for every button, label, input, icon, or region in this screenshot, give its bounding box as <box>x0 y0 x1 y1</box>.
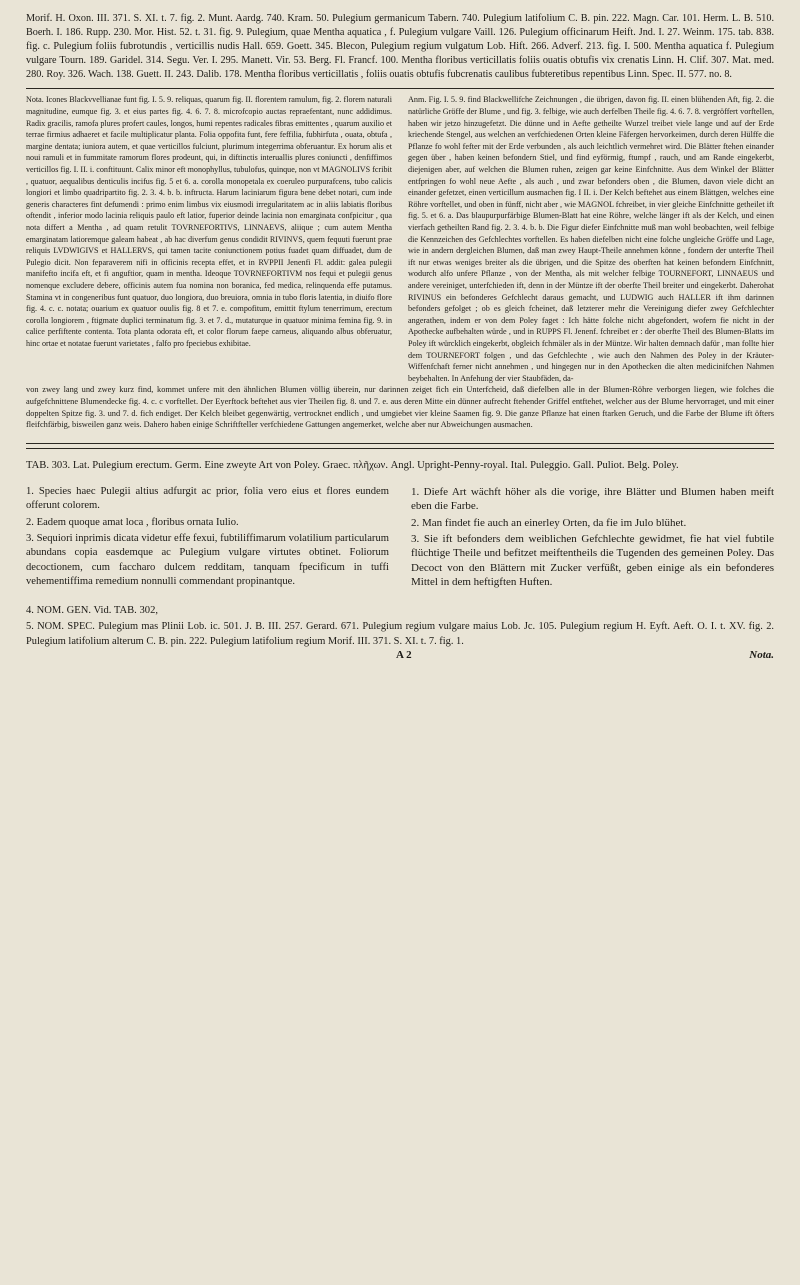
nom-spec-paragraph: 5. NOM. SPEC. Pulegium mas Plinii Lob. ic. 501. J. B. III. 257. Gerard. 671. Pulegium regium vulgare maius Lob. Jc. 105. Pulegium regium H. Eyft. Aeft. O. I. t. XV. fig. 2. Pulegium latifolium alterum C. B. pin. 222. Pulegium latifolium regium Morif. III. 371. S. XI. t. 7. fig. 1. <box>26 621 774 647</box>
section-rule <box>26 88 774 89</box>
nom-gen-line: 4. NOM. GEN. Vid. TAB. 302, <box>26 605 159 617</box>
german-entry-2: 2. Man findet fie auch an einerley Orten, da fie im Julo blühet. <box>411 516 687 529</box>
notes-columns <box>26 94 774 384</box>
latin-entry-2: 2. Eadem quoque amat loca , floribus ornata Iulio. <box>26 516 239 528</box>
nota-latin-column: Nota. Icones Blackvvellianae funt fig. I. 5. 9. reliquas, quarum fig. II. florentem ramulum, fig. 2. florem naturali magnitudine, eumque fig. 3. et eius partes fig. 4. 6. 7. 8. microfcopio auctas repraefentant, nunc addidimus. Radix gracilis, ramofa plures profert caules, longos, humi repentes radicales fibras emittentes , quarum auxilio et terrae firmius adhaeret et facile multiplicatur planta. Folia oppofita funt, fere feffilia, fubhirfuta , ouata, obtufa , margine dentata; iuniora autem, et quae verticillos fulciunt, plurimum integerrima obferuantur. Ex horum alis et noui ramuli et in fummitate ramorum flores prodeunt, qui, in diftinctis interuallis plures coniuncti , denfiffimos verticillos fig. I. II. i. conftituunt. Calix minor eft monophyllus, tubulofus, quinque, non vt MAGNOLIVS fcribit , quatuor, aequalibus denticulis incifus fig. 5 et 6. a. corolla monopetala ex coeruleo purpurafcens, tubo calicis longiori et limbo quadripartito fig. 2. 3. 4. b. b. inftructa. Harum laciniarum figura bene debet notari, cum inde generis characteres fint defumendi : primo enim limbus vix eiusmodi irregularitatem ac in aliis labiatis floribus oftendit , inferior modo lacinia reliquis paulo eft latior, fuperior deinde lacinia non emarginata confpicitur , qua nota differt a Mentha , ad quam retulit TOVRNEFORTIVS, LINNAEVS, aliique ; cum autem Mentha emarginatam latioremque galeam habeat , ab hac diverfum genus condidit RIVINVS, quem fequuti fuerunt prae reliquis LVDWIGIVS et HALLERVS, qui tamen tacite coniunctionem potius fuadet quam diffuadet, dum de Pulegio dicit. Non feparaverem nifi in officinis recepta effet, et in RVPPII Jenenfi Fl. addit: galea pulegii manifefto incifa eft, et fi anguftior, quam in mentha. Ideoque TOVRNEFORTIVM nos fequi et pulegii genus nomenque excludere debere, officinis autem fua nomina non boranica, fed medica, relinquenda effe putamus. Stamina vt in congeneribus funt quatuor, duo longiora, duo breuiora, omnia in tubo floris latentia, in diuifo flore fig. 4. c. c. notata; ouarium ex quatuor ouulis fig. 8 et 7. e. compofitum, emittit ftylum tenerrimum, erectum corolla longiorem , ftigmate duplici terminatum fig. 3. et 7. d., mutaturque in quatuor minima femina fig. 9. in calice perfiftente contenta. Tota planta odorata eft, et color florum faepe carneus, aliquando albus obferuatur, hinc ortae et notatae fuerunt varietates , falfo pro fpeciebus exhibitae. <box>26 95 392 348</box>
german-entry-3: 3. Sie ift befonders dem weiblichen Gefchlechte gewidmet, fie hat viel fubtile flüchtige Theile und befitzet meiftentheils die Tugenden des gemeinen Poley. Das Decoct von den Blättern mit Zucker verfüßt, geben einige als ein befonderes Mittel in dem heftigften Huften. <box>411 533 774 588</box>
signature-mark: A 2 <box>396 649 412 662</box>
synonym-paragraph: Morif. H. Oxon. III. 371. S. XI. t. 7. fig. 2. Munt. Aardg. 740. Kram. 50. Pulegium germanicum Tabern. 740. Pulegium latifolium C. B. pin. 222. Magn. Car. 101. Herm. L. B. 510. Boerh. I. 186. Rupp. 230. Mor. Hist. 52. t. 31. fig. 9. Pulegium, quae Mentha aquatica , f. Pulegium vulgare Vaill. 126. Pulegium officinarum Heift. Jnd. I. 27. Weinm. 175. tab. 838. fig. c. Pulegium foliis fubrotundis , verticillis nudis Hall. 659. Goett. 345. Blecon, Pulegium regium vulgatum Lob. Hift. 266. Adverf. 213. fig. I. 500. Mentha aquatica f. Pulegium vulgare Tourn. 189. Garidel. 314. Segu. Ver. I. 295. Manett. Vir. 53. Berg. Fl. Francf. 100. Mentha floribus verticillatis foliis ouatis obtufis vix crenatis Linn. H. Clif. 307. Mat. med. 280. Roy. 326. Wach. 138. Guett. II. 243. Dalib. 178. Mentha floribus verticillatis , foliis ouatis obtufis fubcrenatis caulibus fubteretibus repentibus Linn. Spec. II. 577. no. 8. <box>26 13 774 81</box>
entries-block <box>26 485 774 591</box>
anm-german-column: Anm. Fig. I. 5. 9. find Blackwellifche Zeichnungen , die übrigen, davon fig. II. einen blühenden Aft, fig. 2. die natürliche Gröffe der Blume , und fig. 3. felbige, wie auch derfelben Theile fig. 4. 6. 7. 8. vergröffert vorftellen, haben wir jetzo hinzugefetzt. Die dünne und in Aefte getheilte Wurzel treibet viele lange und auf der Erde kriechende Stengel, aus welchen an verfchiedenen Orten kleine Fäfergen hervorkeimen, durch deren Hülffe die Pflanze fo wohl fefter mit der Erde verbunden , als auch leichtlich vermehret wird. Die Blätter ftehen einander gegen über , haben keinen befondern Stiel, und find eyförmig, ftumpf , rauch, und am Rande eingekerbt, diejenigen aber, auf welchen die Blumen ruhen, zeigen gar keine Einfchnitte. Aus dem Winkel der Blätter entfpringen fo wohl neue Aefte , als auch , und zwar befonders oben , die Blumen, davon viele dicht an einander gefetzet, einen verticillum ausmachen fig. I II. i. Der Kelch beftehet aus einem Blättgen, welches eine Röhre vorftellet, und oben in fünff, nicht aber , wie MAGNOL fchreibet, in vier gleiche Einfchnitte getheilet ift fig. 5. et 6. a. Das blaupurpurfärbige Blumen-Blatt hat eine Röhre, welche länger ift als der Kelch, und einen vierfach getheilten Rand fig. 2. 3. 4. b. b. Die Figur diefer Einfchnitte muß man wohl beobachten, weil felbige die Kennzeichen des Gefchlechtes vorftellen. Es haben diefelben nicht eine folche ungleiche Gröffe und Lage, wie in andern dergleichen Blumen, daß man zwey Haupt-Theile annehmen könne , fondern der unterfte Theil ift nur etwas weniges breiter als die übrigen, und die Spitze des oberften hat keinen befondern Einfchnitt, wodurch alfo unfere Pflanze , von der Mentha, als mit welcher felbige TOURNEFORT, LINNAEUS und andere vereiniget, unterfchieden ift, denn in der Müntze ift der oberfte Theil breiter und eingekerbt. Daherohat RIVINUS ein befonderes Gefchlecht daraus gemacht, und LUDWIG auch HALLER ift ihm darinnen befonders gefolget ; ob es gleich fcheinet, daß letzterer mehr die Vereinigung diefer zwey Gefchlechter angerathen, indem er von dem Poley faget : Ich hätte folche nicht abgefondert, wofern fie nicht in der Apothecke aufbehalten würde , und in RUPPS Fl. Jenenf. fchreibet er : der oberfte Theil des Blumen-Blatts im Poley ift würcklich eingekerbt, obgleich fchmäler als in der Müntze. Wir halten demnach dafür , man follte hier dem TOURNEFORT folgen , und das Gefchlechte , wie auch den Nahmen des Poley in der Kräuter-Wiffenfchaft ferner nicht annehmen , und hingegen nur in den Apothecken die alten medicinifchen Nahmen beybehalten. In Anfehung der vier Staubfäden, da- <box>408 95 774 383</box>
latin-entry-3: 3. Sequiori inprimis dicata videtur effe fexui, fubtiliffimarum volatilium particularum abundans copia easdemque ac Pulegium vulgare virtutes obtinet. Foliorum decoctionem, cum faccharo dulcem redditam, tanquam fpecificum in tuffi vehementiffima remedium nonnulli commendant propinantque. <box>26 533 389 587</box>
tab-header: TAB. 303. Lat. Pulegium erectum. Germ. Eine zweyte Art von Poley. Graec. πλῆχων. Angl. Upright-Penny-royal. Ital. Puleggio. Gall. Puliot. Belg. Poley. <box>26 459 679 471</box>
latin-entries <box>26 485 389 591</box>
latin-entry-1: 1. Species haec Pulegii altius adfurgit ac prior, folia vero eius et flores eundem offerunt colorem. <box>26 486 389 512</box>
page-footer <box>26 649 774 661</box>
catchword: Nota. <box>749 649 774 662</box>
german-entry-1: 1. Diefe Art wächft höher als die vorige, ihre Blätter und Blumen haben meift eben die Farbe. <box>411 486 774 513</box>
german-entries <box>411 485 774 591</box>
double-rule <box>26 443 774 449</box>
anm-german-continuation: von zwey lang und zwey kurz find, kommet unfere mit den ähnlichen Blumen völlig überein, nur darinnen zeiget fich ein Unterfcheid, daß diefelben alle in der Blumen-Röhre verborgen liegen, wie folches die aufgefchnittene Blumendecke fig. 4. c. c vorftellet. Der Eyerftock beftehet aus vier Theilen fig. 8. und 7. e. aus deren Mitte ein dünner aufrecht ftehender Griffel entftehet, welcher aus der Blume hervorraget, und mit einer doppelten Spitze fig. 3. und 7. d. fich endiget. Der Kelch bleibet gegenwärtig, vertrocknet endlich , und umgiebet vier kleine Saamen fig. 9. Die ganze Pflanze hat einen ftarken Geruch, und die Farbe der Blume ift öfters fleifchfärbig, bisweilen ganz weis. Dahero haben einige Schriftfteller verfchiedene Gattungen angemerket, welche aber nur Abweichungen ausmachen. <box>26 385 774 430</box>
